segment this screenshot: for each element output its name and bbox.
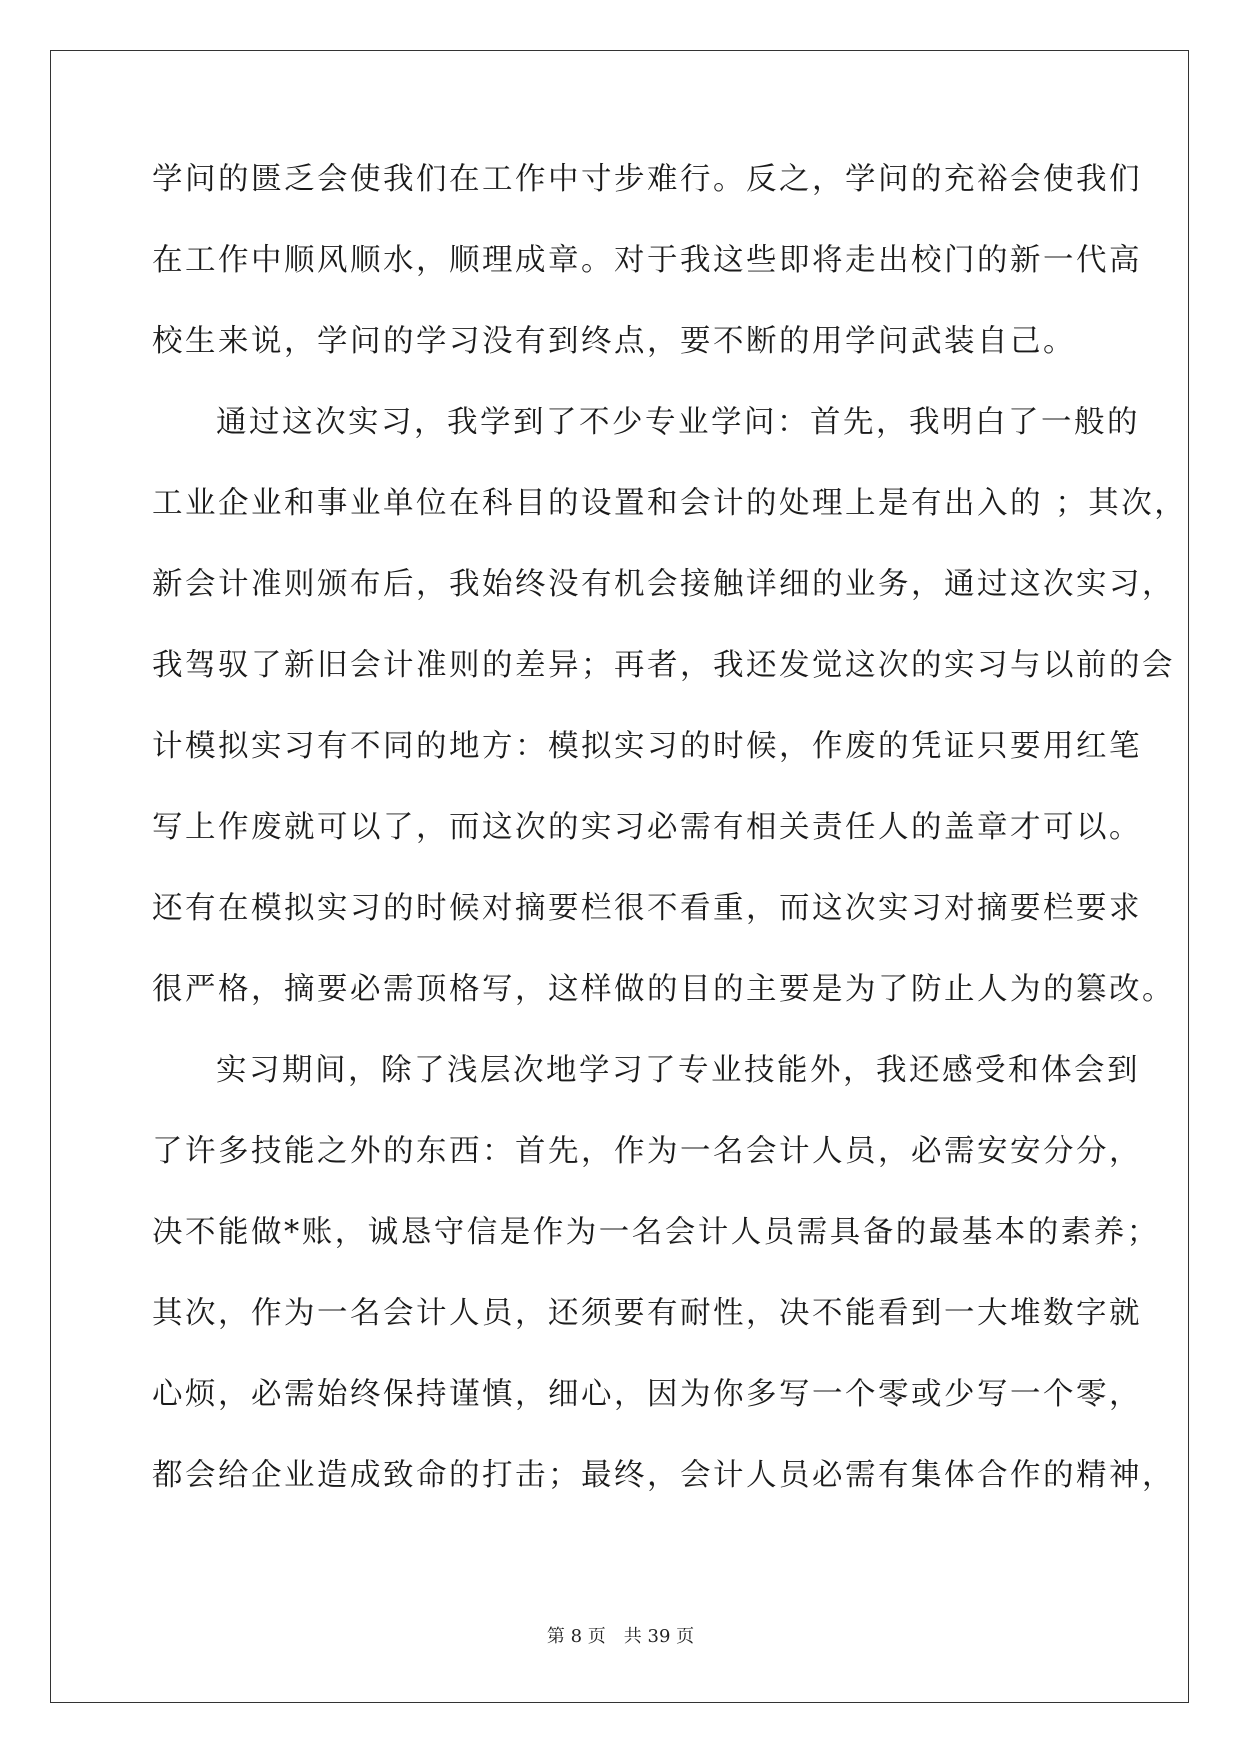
- page-number: 第 8 页 共 39 页: [546, 1626, 695, 1647]
- text-line: 新会计准则颁布后，我始终没有机会接触详细的业务，通过这次实习，: [152, 567, 1175, 602]
- text-line: 学问的匮乏会使我们在工作中寸步难行。反之，学问的充裕会使我们: [152, 162, 1142, 197]
- text-line: 其次，作为一名会计人员，还须要有耐性，决不能看到一大堆数字就: [152, 1296, 1142, 1331]
- text-line: 在工作中顺风顺水，顺理成章。对于我这些即将走出校门的新一代高: [152, 243, 1142, 278]
- text-line: 写上作废就可以了，而这次的实习必需有相关责任人的盖章才可以。: [152, 810, 1142, 845]
- text-line: 我驾驭了新旧会计准则的差异；再者，我还发觉这次的实习与以前的会: [152, 648, 1175, 683]
- text-line: 了许多技能之外的东西：首先，作为一名会计人员，必需安安分分，: [152, 1134, 1142, 1169]
- text-line: 心烦，必需始终保持谨慎，细心，因为你多写一个零或少写一个零，: [152, 1377, 1142, 1412]
- text-line: 校生来说，学问的学习没有到终点，要不断的用学问武装自己。: [152, 324, 1076, 359]
- text-line: 计模拟实习有不同的地方：模拟实习的时候，作废的凭证只要用红笔: [152, 729, 1142, 764]
- text-line: 工业企业和事业单位在科目的设置和会计的处理上是有出入的 ；其次，: [152, 486, 1188, 521]
- text-line: 都会给企业造成致命的打击；最终，会计人员必需有集体合作的精神，: [152, 1458, 1175, 1493]
- text-line: 还有在模拟实习的时候对摘要栏很不看重，而这次实习对摘要栏要求: [152, 891, 1142, 926]
- text-line: 实习期间，除了浅层次地学习了专业技能外，我还感受和体会到: [216, 1053, 1140, 1088]
- text-line: 决不能做*账，诚恳守信是作为一名会计人员需具备的最基本的素养；: [152, 1215, 1160, 1250]
- document-body: [152, 160, 1188, 1537]
- text-line: 很严格，摘要必需顶格写，这样做的目的主要是为了防止人为的篡改。: [152, 972, 1175, 1007]
- text-line: 通过这次实习，我学到了不少专业学问：首先，我明白了一般的: [216, 405, 1140, 440]
